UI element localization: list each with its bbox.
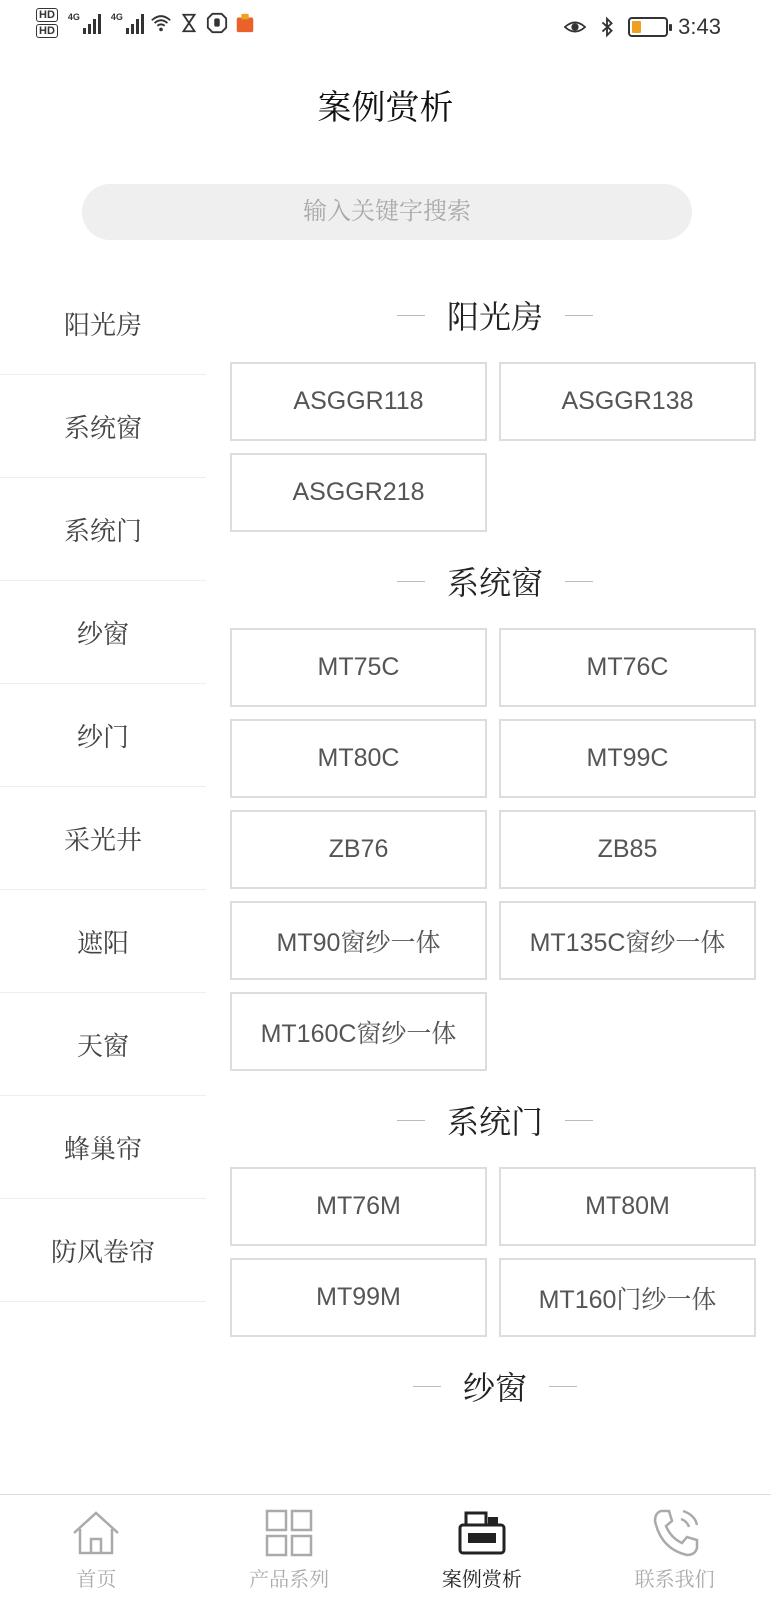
- product-card[interactable]: MT76M: [230, 1167, 487, 1246]
- hd-badge-1: HD: [36, 8, 58, 22]
- sidebar-item[interactable]: 蜂巢帘: [0, 1096, 206, 1199]
- nav-label-products: 产品系列: [249, 1569, 330, 1591]
- divider-line: [397, 581, 425, 582]
- product-grid: [230, 350, 760, 546]
- status-bar: [0, 0, 771, 60]
- sidebar-item[interactable]: 纱门: [0, 684, 206, 787]
- product-card[interactable]: MT75C: [230, 628, 487, 707]
- product-card[interactable]: MT135C窗纱一体: [499, 901, 756, 980]
- divider-line: [565, 315, 593, 316]
- divider-line: [549, 1386, 577, 1387]
- battery-icon: [628, 17, 668, 37]
- product-grid: [230, 1155, 760, 1351]
- hourglass-icon: [178, 12, 200, 34]
- nav-contact[interactable]: [578, 1495, 771, 1600]
- sidebar-item[interactable]: 遮阳: [0, 890, 206, 993]
- category-sidebar: [0, 272, 206, 1302]
- product-card[interactable]: MT80M: [499, 1167, 756, 1246]
- grid-icon: [261, 1505, 317, 1561]
- product-card[interactable]: ASGGR138: [499, 362, 756, 441]
- product-card[interactable]: ZB85: [499, 810, 756, 889]
- product-card[interactable]: MT99C: [499, 719, 756, 798]
- divider-line: [397, 1120, 425, 1121]
- nav-label-contact: 联系我们: [634, 1569, 715, 1591]
- network-type-2: 4G: [110, 12, 123, 22]
- nav-label-cases: 案例赏析: [441, 1569, 522, 1591]
- status-left: [36, 8, 256, 38]
- product-card[interactable]: MT80C: [230, 719, 487, 798]
- product-card[interactable]: MT99M: [230, 1258, 487, 1337]
- cases-icon: [454, 1505, 510, 1561]
- sidebar-item[interactable]: 纱窗: [0, 581, 206, 684]
- sidebar-item[interactable]: 防风卷帘: [0, 1199, 206, 1302]
- hd-badge-2: HD: [36, 24, 58, 38]
- sidebar-item[interactable]: 阳光房: [0, 272, 206, 375]
- divider-line: [565, 1120, 593, 1121]
- section-heading: [230, 1085, 760, 1155]
- product-card[interactable]: MT160门纱一体: [499, 1258, 756, 1337]
- divider-line: [397, 315, 425, 316]
- search-input[interactable]: [82, 184, 692, 240]
- section-title: 系统门: [446, 1104, 543, 1140]
- section-heading: [230, 280, 760, 350]
- product-card[interactable]: ZB76: [230, 810, 487, 889]
- status-right: [564, 14, 721, 40]
- section-heading: [230, 1351, 760, 1421]
- sidebar-item[interactable]: 系统门: [0, 478, 206, 581]
- product-card[interactable]: MT76C: [499, 628, 756, 707]
- product-card[interactable]: ASGGR218: [230, 453, 487, 532]
- sidebar-item[interactable]: 系统窗: [0, 375, 206, 478]
- product-card[interactable]: MT90窗纱一体: [230, 901, 487, 980]
- hd-indicators: [36, 8, 58, 38]
- nav-label-home: 首页: [76, 1569, 117, 1591]
- clock: 3:43: [678, 14, 721, 39]
- bottom-nav: [0, 1494, 771, 1600]
- section-title: 系统窗: [446, 565, 543, 601]
- bluetooth-icon: [596, 16, 618, 38]
- section-title: 阳光房: [446, 299, 543, 335]
- nav-cases[interactable]: [386, 1495, 579, 1600]
- sidebar-item[interactable]: 天窗: [0, 993, 206, 1096]
- wifi-icon: [150, 12, 172, 34]
- nav-products[interactable]: [193, 1495, 386, 1600]
- app-notification-icon: [234, 12, 256, 34]
- section-heading: [230, 546, 760, 616]
- product-grid: [230, 616, 760, 1085]
- section-title: 纱窗: [462, 1370, 527, 1406]
- home-icon: [68, 1505, 124, 1561]
- signal-1-icon: [68, 12, 101, 34]
- divider-line: [565, 581, 593, 582]
- network-type-1: 4G: [67, 12, 80, 22]
- phone-icon: [647, 1505, 703, 1561]
- nav-home[interactable]: [0, 1495, 193, 1600]
- case-list: [230, 280, 760, 1421]
- page-title: 案例赏析: [317, 89, 454, 127]
- eye-icon: [564, 16, 586, 38]
- signal-2-icon: [111, 12, 144, 34]
- sidebar-item[interactable]: 采光井: [0, 787, 206, 890]
- product-card[interactable]: ASGGR118: [230, 362, 487, 441]
- hand-block-icon: [206, 12, 228, 34]
- divider-line: [413, 1386, 441, 1387]
- product-card[interactable]: MT160C窗纱一体: [230, 992, 487, 1071]
